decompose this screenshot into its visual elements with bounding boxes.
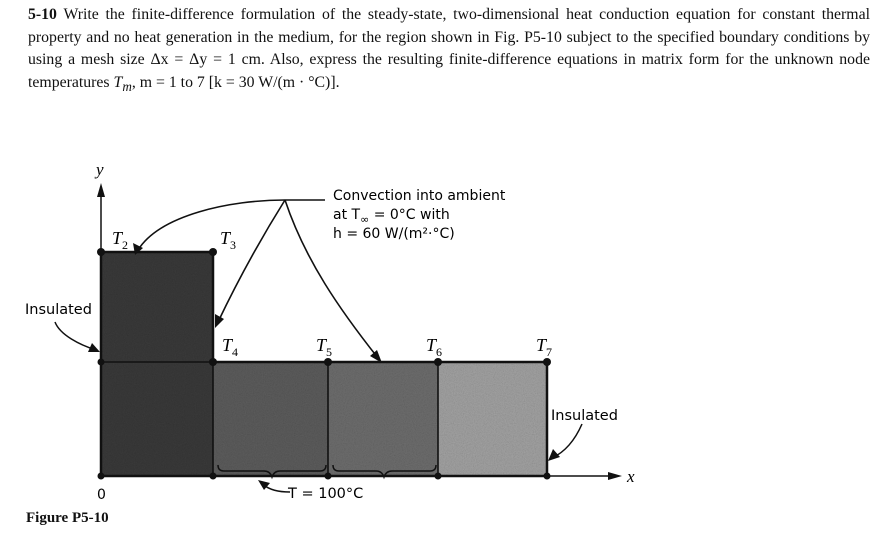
x-axis-arrow [608,472,622,480]
x-axis-label: x [627,467,635,486]
node-dot [325,473,332,480]
node-dot [435,473,442,480]
convection-label-line2: at $T_\infty = 0^\circ C$ with [333,207,450,226]
node-dot [544,473,551,480]
y-axis-label: y [96,160,104,179]
node-dot [98,473,105,480]
node-label-t5: $T_5$ [316,335,333,359]
convection-label-line3: h = 60 W/(m²·°C) [333,226,455,242]
node-dot [209,248,217,256]
node-label-t4: $T_4$ [222,335,239,359]
figure-p5-10 [0,150,883,510]
node-dot [543,358,551,366]
node-dot [210,473,217,480]
problem-text-part1: Write the finite-difference formulation of the steady-state, two-dimensional heat conduction equation for constant thermal property and no heat generation in the medium, for the region shown in Fig. P5-10 subject to the specified boundary conditions by using a mesh size Δx = Δy = 1 cm. Also, express the resulting finite-difference equations in matrix form for the unknown node temperatures [28,6,870,91]
node-dot [209,358,217,366]
tm-symbol: $T_m$ [113,73,132,94]
insulated-right-label: Insulated [551,408,618,424]
insulated-right-arrowhead [548,449,560,461]
node-label-t7: $T_7$ [536,335,553,359]
node-label-t3: $T_3$ [220,228,237,252]
convection-label-line1: Convection into ambient [333,188,506,204]
conduction-region [101,252,547,476]
insulated-left-label: Insulated [25,302,92,318]
origin-label: 0 [97,487,106,503]
node-label-t2: $T_2$ [112,228,129,252]
node-dot [434,358,442,366]
node-dot [97,248,105,256]
bottom-temperature-label: T = 100°C [288,486,364,502]
problem-number: 5-10 [28,6,57,23]
node-label-t6: $T_6$ [426,335,443,359]
y-axis-arrow [97,183,105,197]
problem-text-part2: , m = 1 to 7 [k = 30 W/(m · °C)]. [131,73,340,91]
figure-caption: Figure P5-10 [26,510,109,526]
problem-statement [28,4,870,98]
node-dot [98,359,105,366]
node-dot [324,358,332,366]
